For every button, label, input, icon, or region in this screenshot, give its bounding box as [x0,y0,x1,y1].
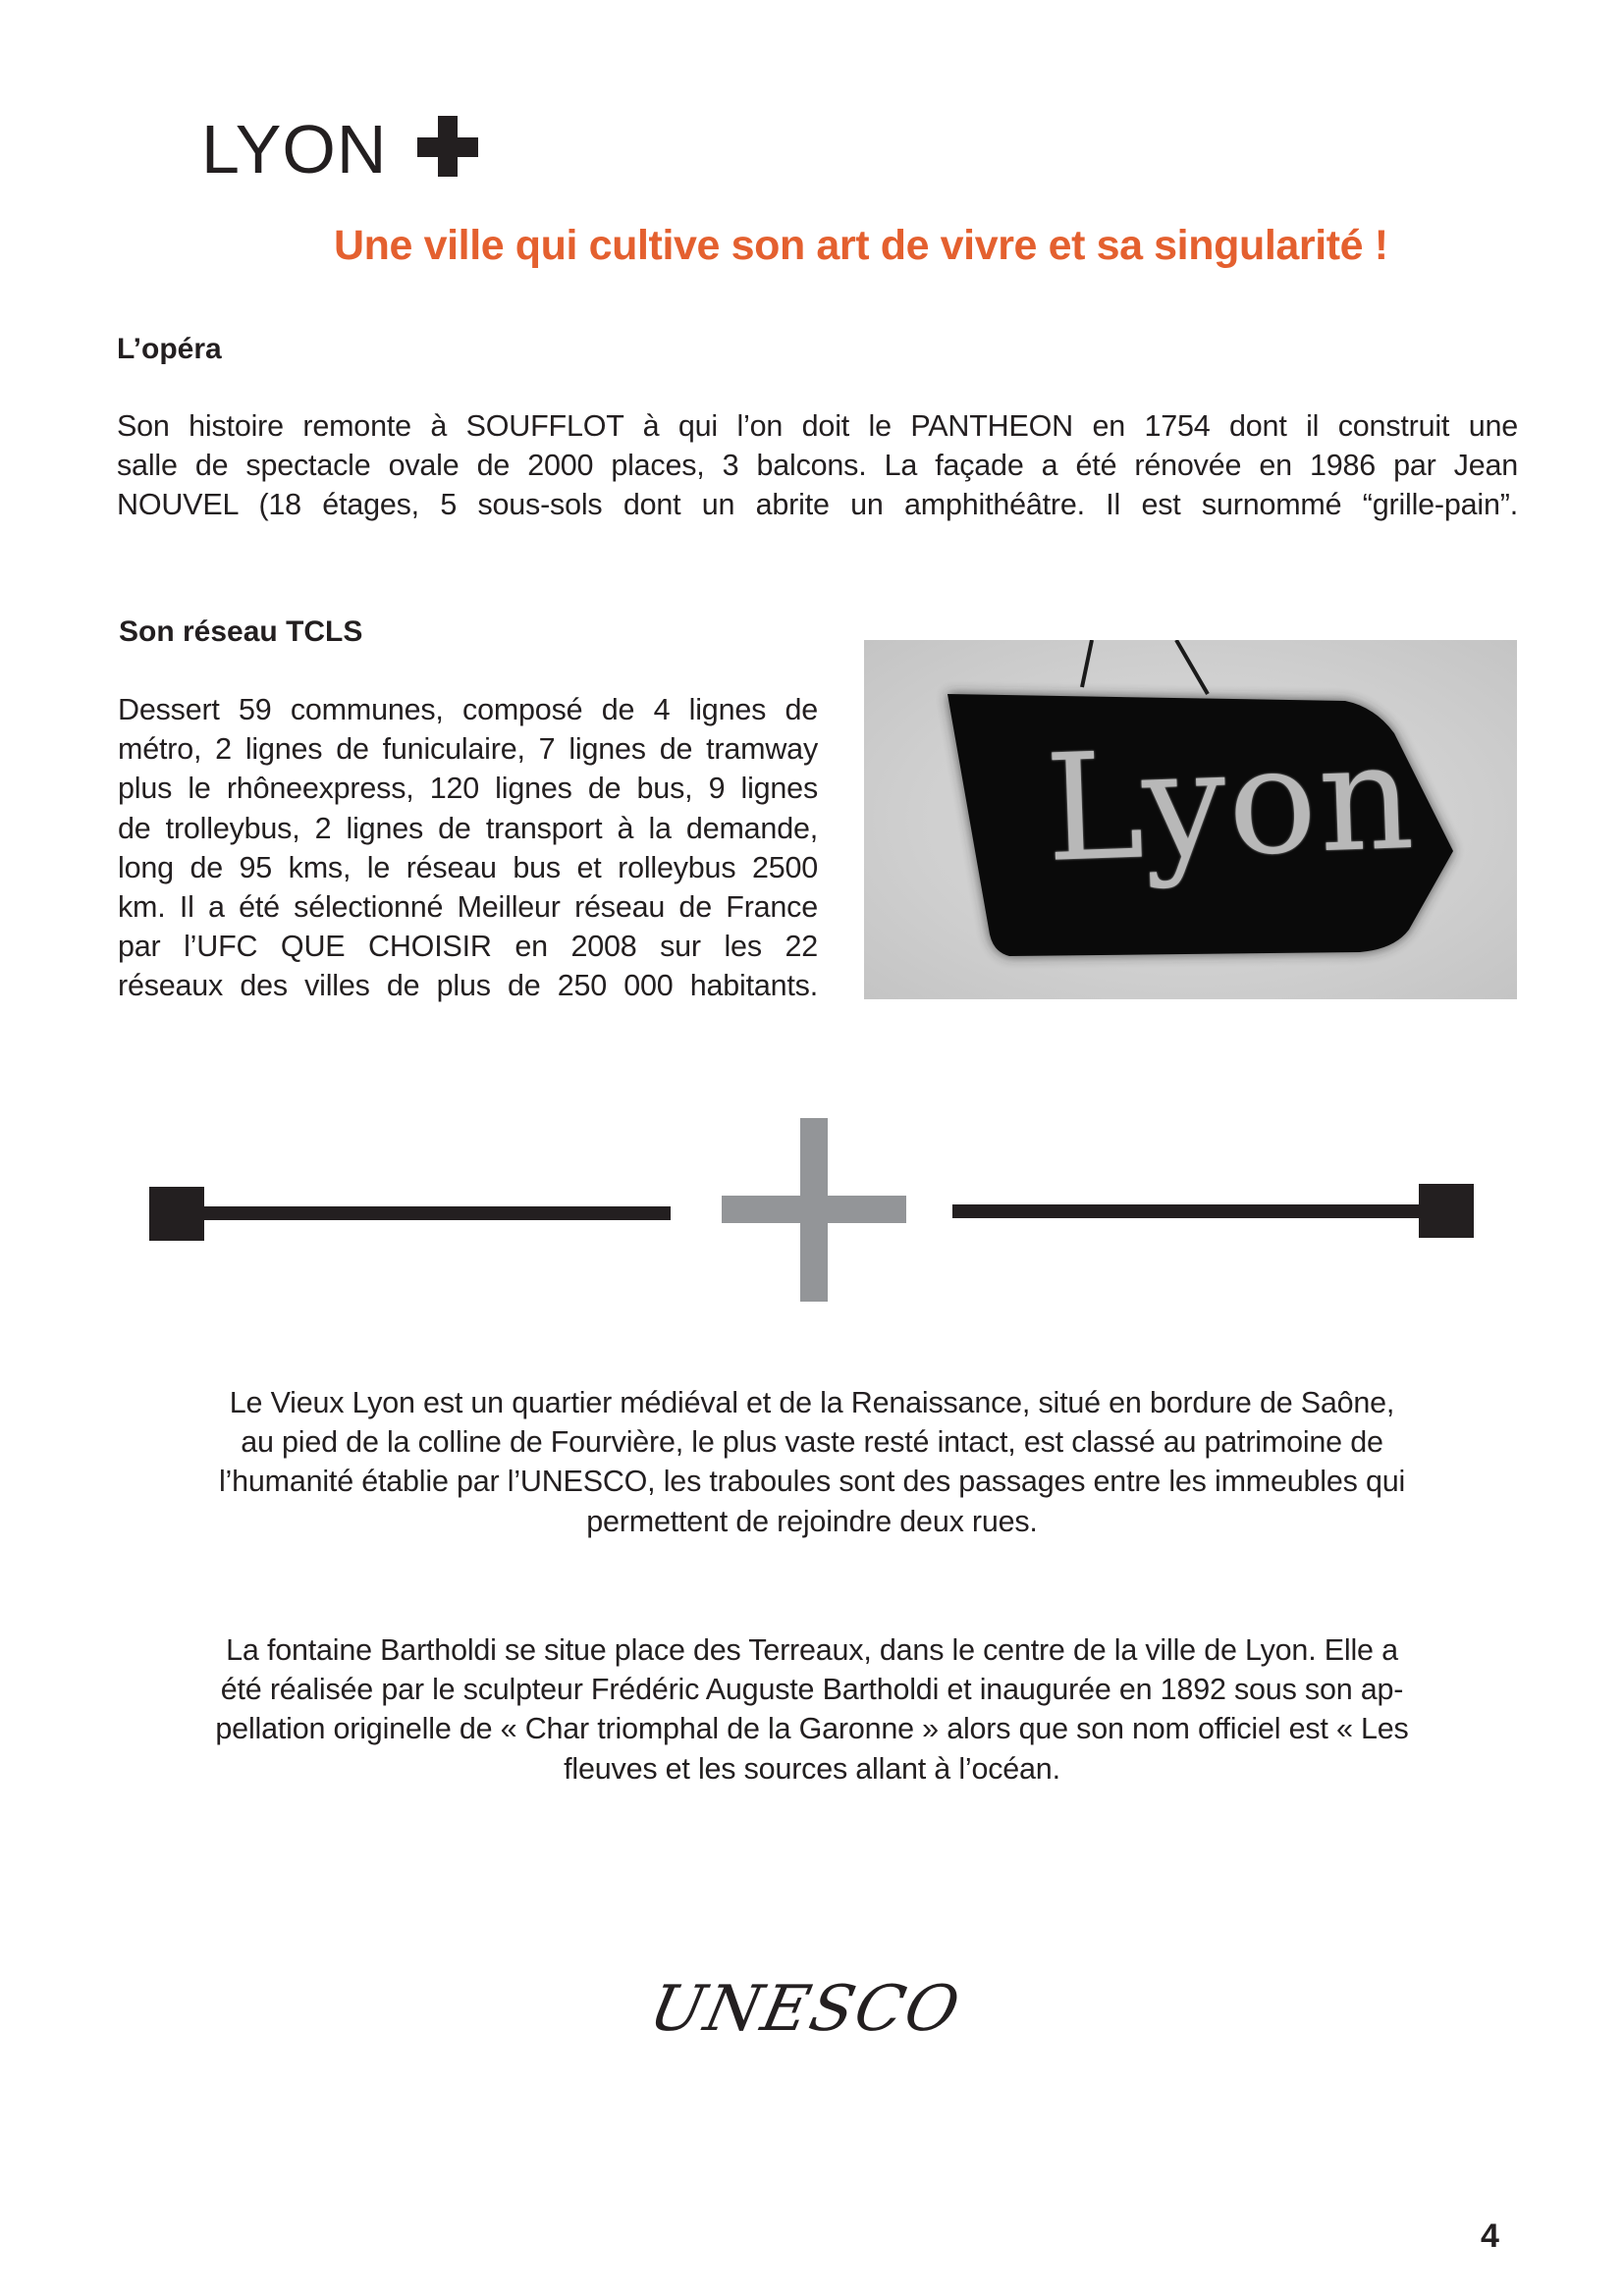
opera-paragraph [117,406,1518,525]
paragraph-line: réseaux des villes de plus de 250 000 habitants. [118,969,818,1003]
paragraph-line: NOUVEL (18 étages, 5 sous-sols dont un abrite un amphithéâtre. Il est surnommé “grille-pain”. [117,488,1518,522]
divider-right-line [952,1204,1419,1218]
paragraph-line: plus le rhôneexpress, 120 lignes de bus, 9 lignes [118,772,818,806]
paragraph-line: pellation originelle de « Char triomphal de la Garonne » alors que son nom officiel est « Les [215,1712,1409,1746]
paragraph-line: La fontaine Bartholdi se situe place des Terreaux, dans le centre de la ville de Lyon. Elle a [226,1633,1398,1667]
paragraph-line: long de 95 kms, le réseau bus et rolleybus 2500 [118,850,818,884]
paragraph-line: fleuves et les sources allant à l’océan. [564,1751,1060,1786]
lyon-sign-photo [864,640,1517,999]
paragraph-line: Le Vieux Lyon est un quartier médiéval et de la Renaissance, situé en bordure de Saône, [229,1386,1395,1419]
paragraph-line: l’humanité établie par l’UNESCO, les traboules sont des passages entre les immeubles qui [218,1465,1406,1499]
tcls-paragraph [118,690,818,1006]
paragraph-line: de trolleybus, 2 lignes de transport à la demande, [118,811,818,845]
vieux-lyon-paragraph [137,1383,1487,1541]
divider-left-line [204,1206,671,1220]
page-subtitle: Une ville qui cultive son art de vivre et sa singularité ! [334,222,1388,269]
sign-text: Lyon [1042,711,1419,895]
paragraph-line: Dessert 59 communes, composé de 4 lignes de [118,693,818,726]
sign-string [1176,640,1208,694]
paragraph-line: au pied de la colline de Fourvière, le plus vaste resté intact, est classé au patrimoine de [241,1425,1383,1460]
paragraph-line: métro, 2 lignes de funiculaire, 7 lignes de tramway [118,732,818,767]
paragraph-line: permettent de rejoindre deux rues. [586,1504,1038,1538]
unesco-script-word: UNESCO [643,1973,967,2046]
page-number: 4 [1481,2217,1499,2255]
section-heading-opera: L’opéra [117,333,222,365]
paragraph-line: par l’UFC QUE CHOISIR en 2008 sur les 22 [118,930,818,964]
divider-right-cap [1419,1184,1474,1238]
plus-cross-icon [417,116,478,177]
page-title: LYON [201,111,388,187]
paragraph-line: km. Il a été sélectionné Meilleur réseau de France [118,890,818,925]
paragraph-line: salle de spectacle ovale de 2000 places, 3 balcons. La façade a été rénovée en 1986 par Jean [117,449,1518,483]
section-heading-tcls: Son réseau TCLS [119,615,363,648]
paragraph-line: Son histoire remonte à SOUFFLOT à qui l’on doit le PANTHEON en 1754 dont il construit une [117,409,1518,443]
fontaine-paragraph [137,1630,1487,1789]
paragraph-line: été réalisée par le sculpteur Frédéric Auguste Bartholdi et inaugurée en 1892 sous son ap- [220,1673,1404,1707]
sign-string [1082,640,1092,687]
divider-plus-icon-bar [722,1196,906,1223]
divider-left-cap [149,1187,204,1241]
